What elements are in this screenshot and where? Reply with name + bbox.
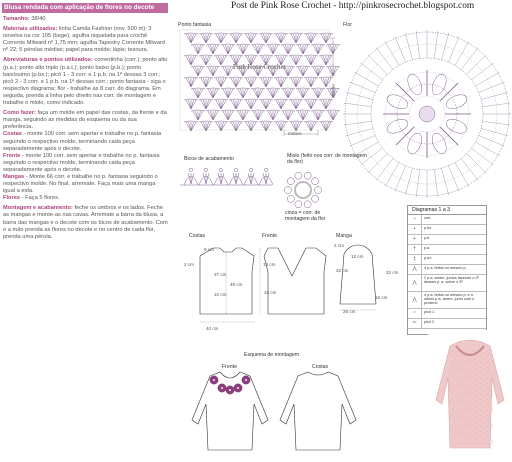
legend-text: p.a.t.	[424, 256, 433, 260]
legend-symbol: ‡	[408, 255, 422, 264]
flower-center-label: Miolo (feito nos corr. de montagem da flor)	[287, 153, 367, 165]
assembly-scheme-drawing	[180, 370, 365, 460]
sleeve-piece-label: Manga	[336, 233, 352, 239]
pattern-pieces	[180, 240, 400, 332]
assembly-scheme-label: Esquema de montagem	[244, 352, 300, 358]
finished-blouse-photo	[428, 330, 512, 462]
legend-row	[408, 225, 486, 235]
legend-row	[408, 265, 486, 275]
dim-sleeve-2: 12 cm	[351, 254, 364, 259]
back-paragraph: Costas - monte 100 corr. sem apertar e trabalhe no p. fantasia seguindo o respectivo molde, terminando cada peça separadamente após o decote.	[3, 131, 162, 152]
edging-chart	[180, 163, 275, 193]
legend-text: picô 2	[424, 320, 435, 324]
legend-symbol: ᵒ	[408, 309, 422, 318]
dim-sleeve-3: 32 cm	[336, 268, 349, 273]
assembly-paragraph: Montagem e acabamento: feche os ombros e os lados. Feche as mangas e monte-as nas cavas. Arremate a barra da blusa, a barra das mangas e o decote com os bicos de acabamento. Com o a mão prenda as flores no decote e no centro de cada flor, prenda uma pérola.	[3, 205, 168, 240]
legend-text: p.a.	[424, 246, 431, 250]
legend-symbol: +	[408, 235, 422, 244]
back-piece-label: Costas	[189, 233, 206, 239]
dim-sleeve-1: 2 cm	[334, 243, 344, 248]
abbreviations-paragraph: Abreviaturas e pontos utilizados: correntinha (corr.); ponto alto (p.a.); ponto alto triplo (p.a.t.); ponto baixo (p.b.); ponto baixíssimo (p.bx.); picô 1 - 3 corr. e 1 p.b. na 1ª dessas 3 corr.; picô 2 - 3 corr. e 1 p.b. na 1ª dessas corr.; ponto fantasia - siga o respectivo diagrama; flor - trabalhe as 8 carr. do diagrama. Em seguida, prenda a linha pelo direito nas corr. de montagem e trabalhe o miolo, como indicado.	[3, 57, 168, 107]
symbol-legend	[407, 205, 487, 335]
legend-text: p.bx.	[424, 226, 433, 230]
legend-text: 2 p.a. arrem. juntos fazendo o 2º desses p. a. sobre o 3º	[424, 276, 479, 285]
flower-label: Flor	[343, 22, 352, 28]
size-line: Tamanho: 38/40	[3, 16, 46, 22]
legend-title: Diagramas 1 a 3	[408, 206, 486, 215]
legend-symbol: ⋀	[408, 292, 422, 308]
instructions-column	[3, 16, 168, 241]
dim-back-4: 10 cm	[214, 292, 227, 297]
scheme-back-label: Costas	[312, 364, 329, 370]
legend-text: picô 1	[424, 310, 435, 314]
dim-front-1: 13 cm	[263, 262, 276, 267]
legend-row	[408, 309, 486, 319]
dim-back-5: 49 cm	[230, 282, 243, 287]
dim-front-2: 33 cm	[264, 290, 277, 295]
flower-chart	[342, 26, 512, 201]
scheme-front-label: Frente	[222, 364, 237, 370]
legend-text: corr.	[424, 216, 432, 220]
motif-label: motivo	[288, 131, 302, 136]
dim-back-6: 40 cm	[206, 326, 219, 331]
legend-symbol: ○	[408, 215, 422, 224]
edging-label: Bicos de acabamento	[184, 156, 234, 162]
legend-symbol: •	[408, 225, 422, 234]
blog-credit: Post de Pink Rose Crochet - http://pinkrosecrochet.blogspot.com	[231, 1, 475, 11]
legend-text: p.b.	[424, 236, 431, 240]
legend-text: 4 p.a. feitos no mesmo p. e o último p.a. arrem. junto com o próximo	[424, 293, 475, 306]
dim-sleeve-6: 32 cm	[386, 270, 399, 275]
dim-sleeve-5: 16 cm	[375, 295, 388, 300]
legend-row	[408, 319, 486, 329]
flowers-paragraph: Flores - Faça 5 flores.	[3, 195, 60, 202]
grey-note: cinza = corr. de montagem da flor	[285, 210, 326, 222]
watermark: Pink Rose Crochet	[233, 63, 286, 71]
dim-sleeve-4: 26 cm	[343, 309, 356, 314]
legend-text: 4 p.a. feitos no mesmo p.	[424, 266, 467, 270]
front-piece-label: Frente	[262, 233, 277, 239]
legend-symbol: ⋀	[408, 265, 422, 274]
stitch-pattern-chart	[180, 30, 340, 138]
how-to-paragraph: Como fazer: faça um molde em papel das costas, da frente e da manga, seguindo as medidas do esquema ou da sua preferência.	[3, 110, 167, 131]
legend-row	[408, 245, 486, 255]
materials-paragraph: Materiais utilizados: linha Camila Fashion (nov. 500 m): 3 novelos na cor 105 (bege); agulha niquelada para crochê Corrente Milward nº 1,75 mm; agulha Tapestry Corrente Milward nº 22; 5 pérolas médias; papel para molde; lápis; tesoura.	[3, 26, 165, 54]
legend-row	[408, 292, 486, 309]
legend-row	[408, 275, 486, 292]
sleeves-paragraph: Mangas - Monte 66 corr. e trabalhe no p. fantasia seguindo o respectivo molde. No final, arremate. Faça mais uma manga igual a esta.	[3, 173, 158, 195]
legend-symbol: ᵒᵒ	[408, 319, 422, 328]
legend-symbol: †	[408, 245, 422, 254]
legend-row	[408, 215, 486, 225]
front-paragraph: Frente - monte 100 corr. sem apertar e trabalhe no p. fantasia seguindo o respectivo molde, terminando cada peça separadamente após o decote.	[3, 152, 160, 173]
dim-back-2: 2 cm	[184, 262, 194, 267]
document-title: Blusa rendada com aplicação de flores no decote	[2, 3, 168, 13]
legend-row	[408, 235, 486, 245]
dim-back-1: 9 cm	[204, 247, 214, 252]
flower-center-chart	[283, 170, 323, 210]
repeat-label: repetir	[331, 84, 336, 98]
stitch-pattern-label: Ponto fantasia	[178, 22, 212, 28]
legend-symbol: ⋀	[408, 275, 422, 291]
legend-row	[408, 255, 486, 265]
dim-back-3: 37 cm	[214, 272, 227, 277]
